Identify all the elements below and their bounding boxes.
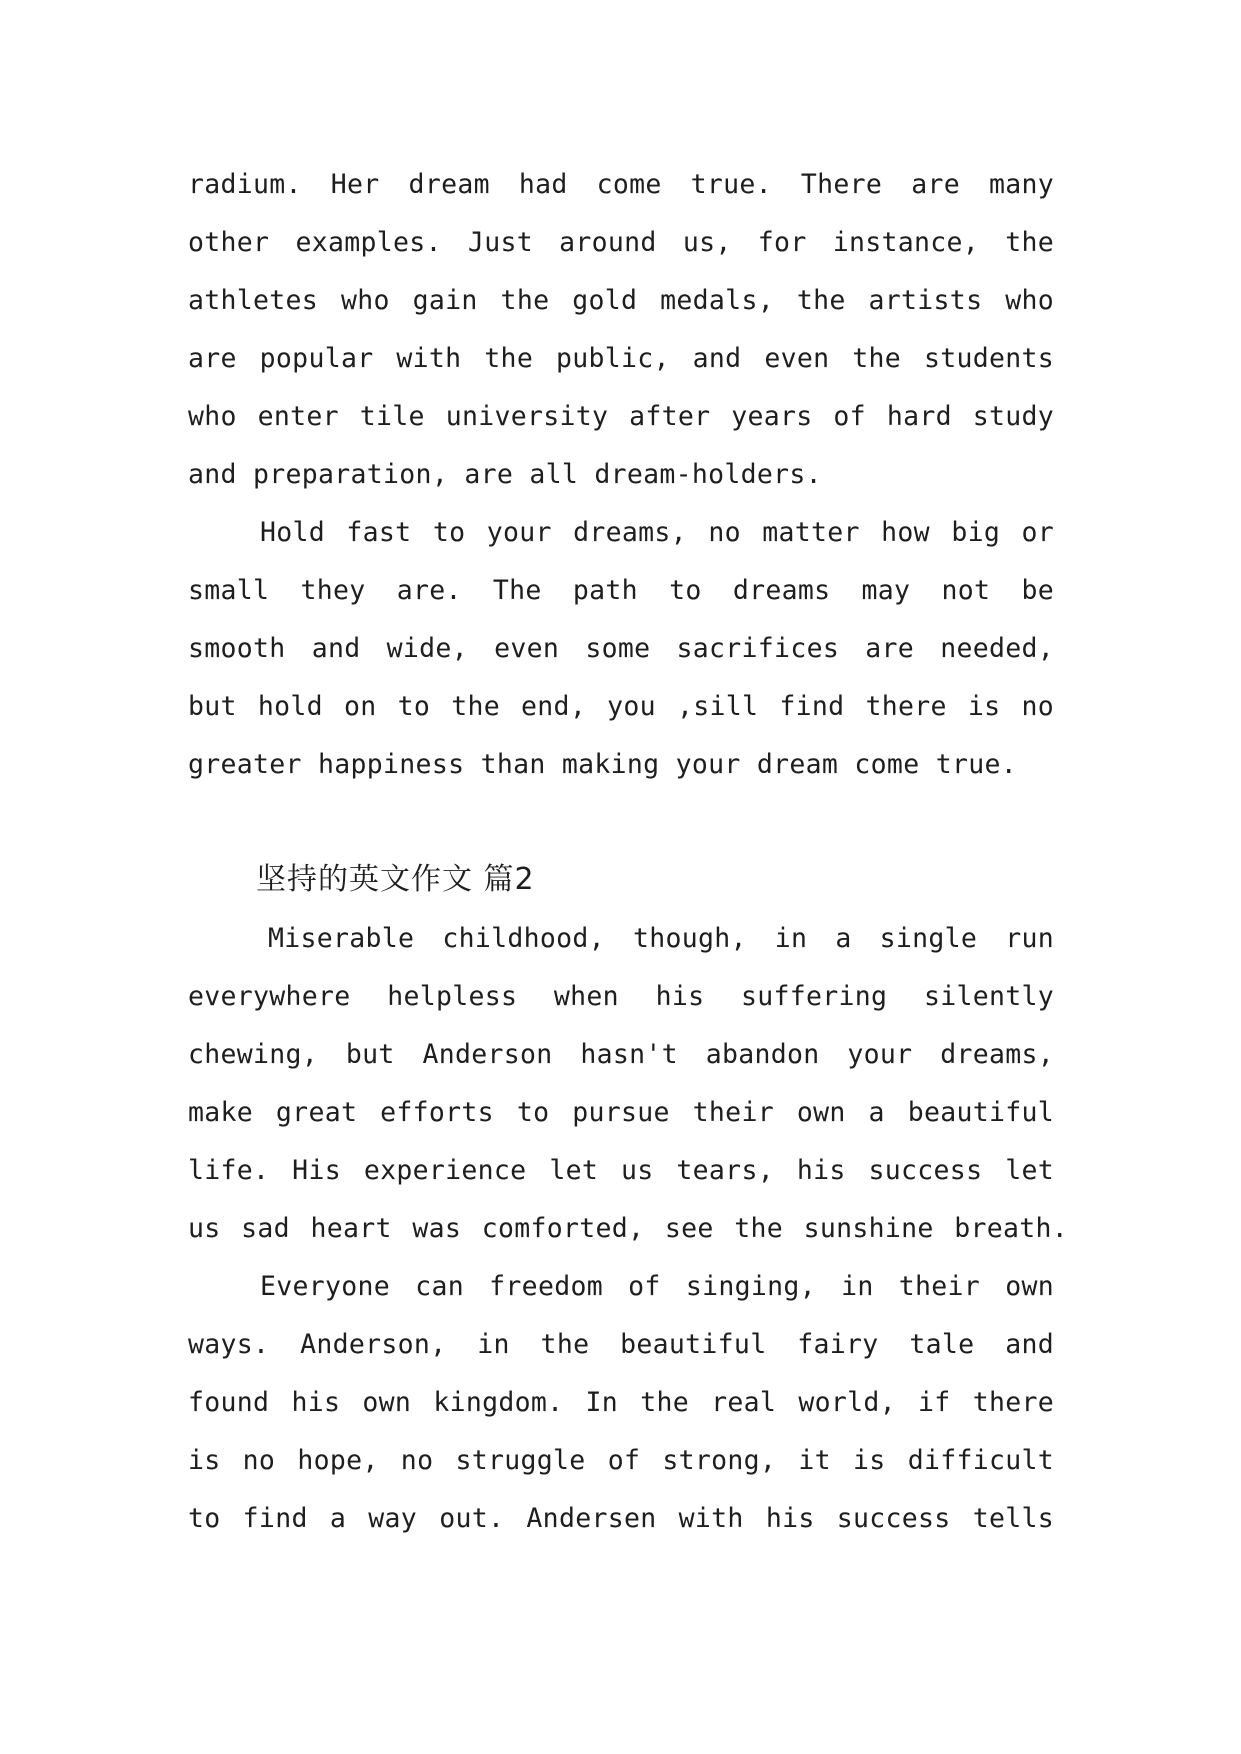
paragraph-3-line-4: make great efforts to pursue their own a beautiful: [188, 1097, 1054, 1128]
paragraph-2-line-3: smooth and wide, even some sacrifices are needed,: [188, 633, 1054, 664]
paragraph-1-line-3: athletes who gain the gold medals, the artists who: [188, 285, 1054, 316]
section-heading: 坚持的英文作文 篇2: [256, 862, 535, 897]
paragraph-3-line-3: chewing, but Anderson hasn't abandon your dreams,: [188, 1039, 1054, 1070]
paragraph-2-line-4: but hold on to the end, you ,sill find there is no: [188, 691, 1054, 722]
paragraph-4-line-1: Everyone can freedom of singing, in their own: [260, 1271, 1054, 1302]
paragraph-4-line-4: is no hope, no struggle of strong, it is difficult: [188, 1445, 1054, 1476]
paragraph-1-line-1: radium. Her dream had come true. There are many: [188, 169, 1054, 200]
paragraph-1-line-2: other examples. Just around us, for instance, the: [188, 227, 1054, 258]
paragraph-1-line-4: are popular with the public, and even the students: [188, 343, 1054, 374]
paragraph-4-line-5: to find a way out. Andersen with his success tells: [188, 1503, 1054, 1534]
paragraph-3-line-5: life. His experience let us tears, his success let: [188, 1155, 1054, 1186]
paragraph-2-line-2: small they are. The path to dreams may not be: [188, 575, 1054, 606]
paragraph-1-line-6: and preparation, are all dream-holders.: [188, 459, 822, 490]
paragraph-2-line-5: greater happiness than making your dream come true.: [188, 749, 1017, 780]
paragraph-3-line-2: everywhere helpless when his suffering silently: [188, 981, 1054, 1012]
paragraph-2-line-1: Hold fast to your dreams, no matter how big or: [260, 517, 1054, 548]
paragraph-4-line-2: ways. Anderson, in the beautiful fairy tale and: [188, 1329, 1054, 1360]
paragraph-1-line-5: who enter tile university after years of hard study: [188, 401, 1054, 432]
paragraph-3-line-6: us sad heart was comforted, see the sunshine breath.: [188, 1213, 1068, 1244]
paragraph-3-line-1: Miserable childhood, though, in a single run: [268, 923, 1054, 954]
paragraph-4-line-3: found his own kingdom. In the real world, if there: [188, 1387, 1054, 1418]
